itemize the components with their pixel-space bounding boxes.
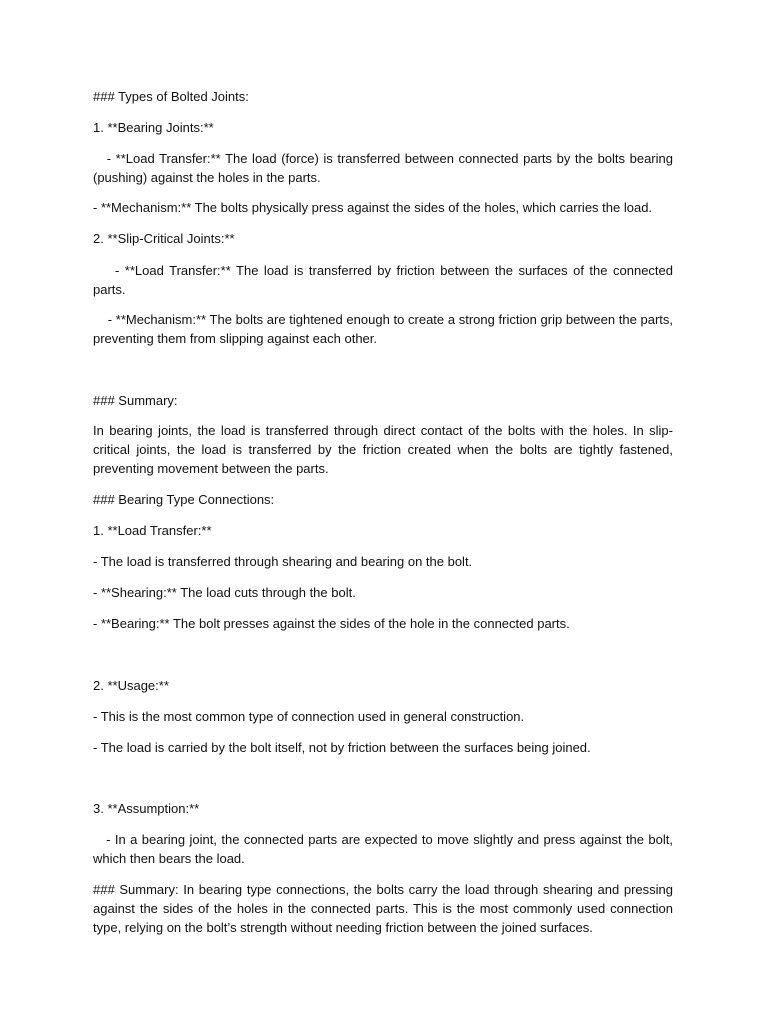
usage-item: 2. **Usage:**	[93, 678, 169, 693]
final-summary-paragraph: ### Summary: In bearing type connections, the bolts carry the load through shearing and pressing against the sides of the holes in the connected parts. This is the most commonly used connection type, relying on the bolt’s strength without needing friction between the joined surfaces.	[93, 882, 673, 935]
assumption-bullet-text: the connected parts are expected to move slightly and press against the bolt, which then bears the load.	[93, 832, 673, 866]
usage-bullet-common: - This is the most common type of connection used in general construction.	[93, 709, 525, 724]
bearing-bullet: - **Bearing:** The bolt presses against the sides of the hole in the connected parts.	[93, 616, 570, 631]
slip-mechanism-text: The bolts are tightened enough to create a strong friction grip between the parts, preventing them from slipping against each other.	[93, 312, 674, 346]
slip-load-transfer-paragraph	[93, 261, 673, 299]
bearing-type-connections-heading: ### Bearing Type Connections:	[93, 492, 275, 507]
slip-load-transfer-text: The load is transferred by friction between the surfaces of the connected parts.	[93, 263, 673, 297]
usage-bullet-carried-by-bolt: - The load is carried by the bolt itself, not by friction between the surfaces being joined.	[93, 740, 591, 755]
bolted-joints-heading: ### Types of Bolted Joints:	[93, 89, 249, 104]
bearing-load-transfer-text: The load (force) is transferred between connected parts by the bolts bearing (pushing) against the holes in the parts.	[93, 151, 673, 185]
bearing-joints-item: 1. **Bearing Joints:**	[93, 120, 214, 135]
assumption-bullet-lead: - In a bearing joint,	[93, 832, 217, 847]
summary-paragraph: In bearing joints, the load is transferred through direct contact of the bolts with the holes. In slip-critical joints, the load is transferred by the friction created when the bolts are tightly fastened, preventing movement between the parts.	[93, 423, 673, 476]
bearing-mechanism-paragraph: - **Mechanism:** The bolts physically press against the sides of the holes, which carries the load.	[93, 200, 653, 215]
assumption-bullet-paragraph	[93, 830, 673, 868]
load-transfer-bullet: - The load is transferred through shearing and bearing on the bolt.	[93, 554, 473, 569]
slip-critical-item: 2. **Slip-Critical Joints:**	[93, 231, 235, 246]
summary-heading: ### Summary:	[93, 393, 178, 408]
shearing-bullet: - **Shearing:** The load cuts through the bolt.	[93, 585, 356, 600]
slip-mechanism-lead: - **Mechanism:**	[93, 312, 207, 327]
assumption-item: 3. **Assumption:**	[93, 801, 200, 816]
slip-load-transfer-lead: - **Load Transfer:**	[93, 263, 231, 278]
bearing-load-transfer-paragraph	[93, 149, 673, 187]
bearing-load-transfer-lead: - **Load Transfer:**	[93, 151, 221, 166]
slip-mechanism-paragraph	[93, 310, 673, 348]
load-transfer-item: 1. **Load Transfer:**	[93, 523, 212, 538]
